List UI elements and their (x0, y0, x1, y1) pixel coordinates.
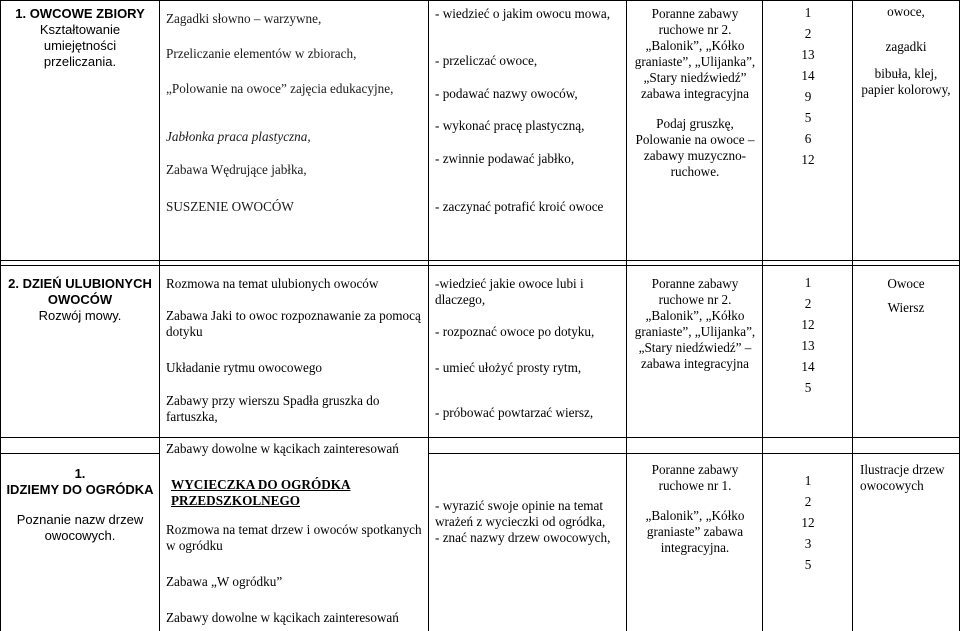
activities-cell (166, 11, 421, 215)
activity-item: WYCIECZKA DO OGRÓDKA PRZEDSZKOLNEGO (171, 477, 351, 508)
activity-item: Rozmowa na temat ulubionych owoców (166, 276, 379, 291)
games-text: Poranne zabawy ruchowe nr 2. „Balonik”, „Kółko graniaste”, „Ulijanka”, „Stary niedźwiedź” zabawa integracyjna (634, 6, 756, 101)
number-item: 13 (801, 47, 815, 62)
goal-item: - przeliczać owoce, (435, 53, 538, 68)
number-item: 2 (804, 296, 812, 311)
number-item: 5 (804, 557, 812, 572)
activity-item: Jabłonka praca plastyczna, (166, 129, 311, 144)
topic-cell (6, 466, 154, 544)
number-item: 12 (801, 152, 815, 167)
games-text-2: „Balonik”, „Kółko graniaste” zabawa integracyjna. (645, 508, 745, 555)
activity-item: SUSZENIE OWOCÓW (166, 199, 294, 214)
material-item: bibuła, klej, papier kolorowy, (861, 66, 951, 97)
topic-title: 2. DZIEŃ ULUBIONYCH OWOCÓW (8, 276, 152, 307)
activity-item: Zabawy dowolne w kącikach zainteresowań (166, 610, 399, 625)
activity-item: Zabawy przy wierszu Spadła gruszka do fartuszka, (166, 393, 380, 424)
goals-cell (435, 276, 621, 421)
games-text-2: Podaj gruszkę, Polowanie na owoce – zabawy muzyczno-ruchowe. (635, 116, 755, 179)
activity-item: Przeliczanie elementów w zbiorach, (166, 46, 357, 61)
table-rule (762, 0, 763, 631)
table-rule (626, 0, 627, 631)
number-item: 1 (804, 5, 812, 20)
activity-item: Układanie rytmu owocowego (166, 360, 323, 375)
goal-item: - umieć ułożyć prosty rytm, (435, 360, 582, 375)
numbers-cell (770, 470, 846, 575)
table-rule (428, 0, 429, 631)
topic-title: 1. OWCOWE ZBIORY (15, 6, 145, 21)
table-rule (0, 0, 960, 1)
number-item: 9 (804, 89, 812, 104)
table-rule (428, 453, 960, 454)
numbers-cell (770, 2, 846, 170)
number-item: 12 (801, 515, 815, 530)
number-item: 2 (804, 494, 812, 509)
goals-cell (435, 6, 621, 215)
table-rule (0, 265, 960, 266)
material-item: Wiersz (887, 300, 925, 315)
topic-subtitle: Kształtowanie umiejętności przeliczania. (39, 22, 121, 69)
activity-item: Zabawa Wędrujące jabłka, (166, 162, 307, 177)
number-item: 5 (804, 380, 812, 395)
number-item: 2 (804, 26, 812, 41)
goal-item: - wiedzieć o jakim owocu mowa, (435, 6, 611, 21)
games-cell (632, 276, 758, 372)
table-rule (852, 0, 853, 631)
number-item: 14 (801, 359, 815, 374)
topic-cell (6, 6, 154, 70)
topic-subtitle: Poznanie nazw drzew owocowych. (16, 512, 144, 543)
goal-item: - próbować powtarzać wiersz, (435, 405, 594, 420)
table-rule (0, 0, 1, 631)
goal-item: - zaczynać potrafić kroić owoce (435, 199, 604, 214)
number-item: 3 (804, 536, 812, 551)
goal-item: - podawać nazwy owoców, (435, 86, 578, 101)
number-item: 5 (804, 110, 812, 125)
table-rule (0, 260, 960, 261)
goal-item: - znać nazwy drzew owocowych, (435, 530, 611, 545)
material-item: Ilustracje drzew owocowych (860, 462, 945, 493)
activity-item: Zabawa „W ogródku” (166, 574, 283, 589)
topic-cell (6, 276, 154, 324)
games-text: Poranne zabawy ruchowe nr 2. „Balonik”, „Kółko graniaste”, „Ulijanka”, „Stary niedźwiedź” – zabawa integracyjna (634, 276, 756, 371)
number-item: 14 (801, 68, 815, 83)
goal-item: - wyrazić swoje opinie na temat wrażeń z wycieczki od ogródka, (435, 498, 606, 529)
goal-item: - wykonać pracę plastyczną, (435, 118, 585, 133)
table-rule (159, 0, 160, 631)
number-item: 6 (804, 131, 812, 146)
topic-title: 1. IDZIEMY DO OGRÓDKA (6, 466, 154, 497)
material-item: owoce, (887, 4, 925, 19)
material-item: Owoce (887, 276, 925, 291)
number-item: 1 (804, 473, 812, 488)
topic-subtitle: Rozwój mowy. (38, 308, 122, 323)
table-rule (0, 437, 960, 438)
activity-item: Rozmowa na temat drzew i owoców spotkanych w ogródku (166, 522, 422, 553)
activity-item: Zabawa Jaki to owoc rozpoznawanie za pomocą dotyku (166, 308, 421, 339)
number-item: 12 (801, 317, 815, 332)
materials-cell (860, 462, 954, 494)
number-item: 13 (801, 338, 815, 353)
games-text: Poranne zabawy ruchowe nr 1. (651, 462, 739, 493)
table-rule (0, 453, 160, 454)
number-item: 1 (804, 275, 812, 290)
material-item: zagadki (885, 39, 927, 54)
activity-item: Zagadki słowno – warzywne, (166, 11, 322, 26)
goal-item: - zwinnie podawać jabłko, (435, 151, 575, 166)
games-cell (632, 6, 758, 180)
goals-cell (435, 498, 621, 546)
activities-cell (166, 441, 426, 626)
goal-item: -wiedzieć jakie owoce lubi i dlaczego, (435, 276, 584, 307)
numbers-cell (770, 272, 846, 398)
activity-item: „Polowanie na owoce” zajęcia edukacyjne, (166, 81, 394, 96)
activities-cell (166, 276, 421, 425)
materials-cell (858, 276, 954, 316)
goal-item: - rozpoznać owoce po dotyku, (435, 324, 595, 339)
activity-item: Zabawy dowolne w kącikach zainteresowań (166, 441, 399, 456)
games-cell (632, 462, 758, 556)
materials-cell (858, 4, 954, 98)
